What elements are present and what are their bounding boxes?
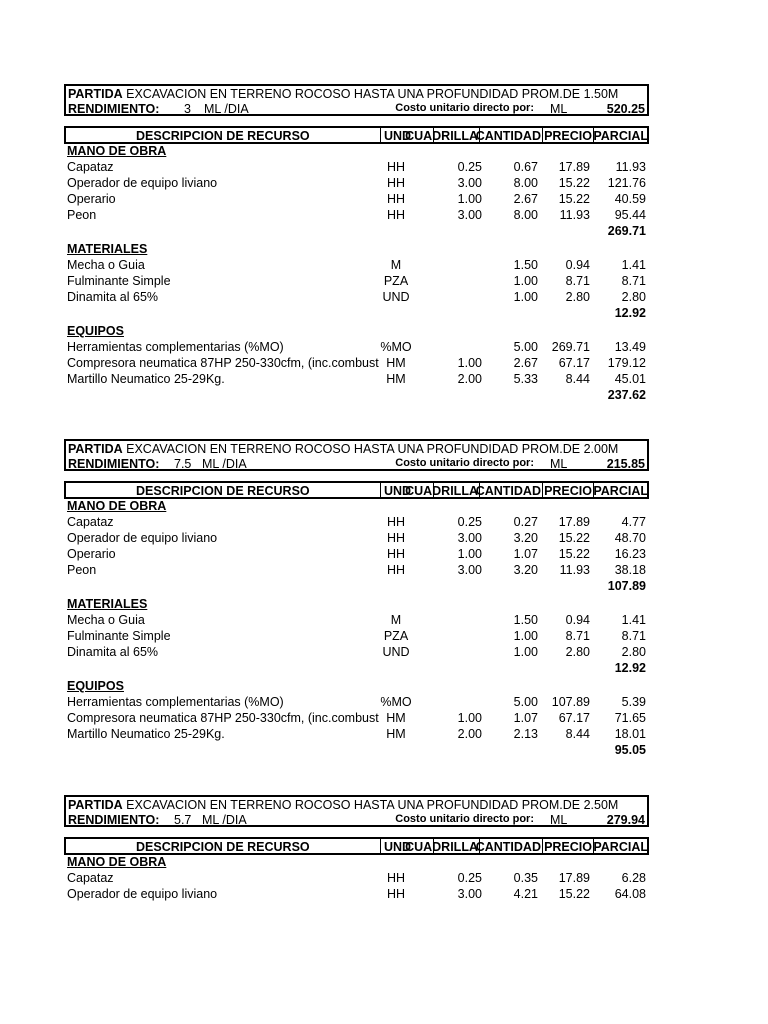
- resource-price: 11.93: [559, 208, 590, 222]
- section-subtotal: 269.71: [607, 224, 646, 238]
- resource-description: Fulminante Simple: [67, 274, 171, 288]
- resource-partial: 64.08: [614, 887, 646, 901]
- resource-partial: 38.18: [614, 563, 646, 577]
- resource-quantity: 8.00: [513, 176, 538, 190]
- resource-description: Peon: [67, 208, 97, 222]
- resource-description: Herramientas complementarias (%MO): [67, 695, 284, 709]
- table-row: [64, 290, 649, 306]
- table-row: [64, 372, 649, 388]
- column-header-und: UND: [384, 129, 412, 143]
- resource-quantity: 1.00: [513, 629, 538, 643]
- table-row: [64, 645, 649, 661]
- resource-unit: UND: [382, 290, 410, 304]
- cost-unit-measure: ML: [550, 813, 568, 827]
- resource-crew: 0.25: [457, 871, 482, 885]
- resource-partial: 48.70: [614, 531, 646, 545]
- resource-quantity: 1.50: [513, 258, 538, 272]
- resource-partial: 95.44: [614, 208, 646, 222]
- resource-quantity: 1.50: [513, 613, 538, 627]
- resource-crew: 1.00: [457, 356, 482, 370]
- resource-crew: 3.00: [457, 887, 482, 901]
- resource-unit: %MO: [380, 340, 412, 354]
- resource-price: 8.44: [565, 372, 590, 386]
- table-row: [64, 340, 649, 356]
- resource-unit: PZA: [383, 274, 409, 288]
- resource-price: 17.89: [558, 515, 590, 529]
- resource-price: 17.89: [558, 871, 590, 885]
- column-header-precio: PRECIO: [544, 840, 592, 854]
- resource-price: 15.22: [558, 887, 590, 901]
- partida-total: 279.94: [606, 813, 645, 827]
- cost-unit-measure: ML: [550, 102, 568, 116]
- resource-description: Martillo Neumatico 25-29Kg.: [67, 372, 225, 386]
- rendimiento-unit: ML /DIA: [202, 813, 247, 827]
- resource-unit: HM: [386, 356, 406, 370]
- table-row: [64, 629, 649, 645]
- column-divider: [380, 839, 381, 853]
- column-header-cantidad: CANTIDAD: [475, 484, 541, 498]
- resource-unit: HH: [386, 208, 406, 222]
- column-header-und: UND: [384, 484, 412, 498]
- resource-price: 15.22: [558, 531, 590, 545]
- resource-crew: 3.00: [457, 563, 482, 577]
- rendimiento-label: RENDIMIENTO:: [68, 102, 160, 116]
- partida-total: 520.25: [606, 102, 645, 116]
- resource-description: Mecha o Guia: [67, 258, 145, 272]
- resource-quantity: 3.20: [513, 531, 538, 545]
- resource-unit: %MO: [380, 695, 412, 709]
- resource-unit: HH: [386, 547, 406, 561]
- resource-price: 2.80: [565, 645, 590, 659]
- cost-unit-measure: ML: [550, 457, 568, 471]
- section-title-materiales: MATERIALES: [67, 597, 148, 611]
- table-row: [64, 563, 649, 579]
- resource-unit: HH: [386, 563, 406, 577]
- resource-description: Compresora neumatica 87HP 250-330cfm, (inc.combust: [67, 356, 379, 370]
- resource-price: 0.94: [565, 613, 590, 627]
- resource-unit: M: [390, 613, 402, 627]
- column-header-cuadrilla: CUADRILLA: [405, 840, 478, 854]
- resource-price: 17.89: [558, 160, 590, 174]
- resource-unit: HM: [386, 711, 406, 725]
- resource-description: Dinamita al 65%: [67, 290, 159, 304]
- resource-description: Compresora neumatica 87HP 250-330cfm, (inc.combust: [67, 711, 379, 725]
- section-subtotal: 12.92: [614, 306, 646, 320]
- resource-unit: UND: [382, 645, 410, 659]
- resource-quantity: 5.33: [513, 372, 538, 386]
- resource-description: Capataz: [67, 515, 114, 529]
- column-header-precio: PRECIO: [544, 484, 592, 498]
- table-header: [64, 481, 649, 499]
- resource-partial: 13.49: [614, 340, 646, 354]
- partida-total: 215.85: [606, 457, 645, 471]
- resource-unit: HH: [386, 871, 406, 885]
- resource-quantity: 1.00: [513, 274, 538, 288]
- resource-unit: HH: [386, 160, 406, 174]
- section-title-equipos: EQUIPOS: [67, 324, 124, 338]
- resource-quantity: 2.67: [513, 356, 538, 370]
- resource-partial: 40.59: [614, 192, 646, 206]
- column-header-cantidad: CANTIDAD: [475, 129, 541, 143]
- resource-unit: HH: [386, 192, 406, 206]
- partida-block: [64, 439, 649, 757]
- resource-crew: 0.25: [457, 515, 482, 529]
- resource-quantity: 1.00: [513, 290, 538, 304]
- partida-label: PARTIDA: [68, 798, 123, 812]
- resource-price: 67.17: [558, 711, 590, 725]
- resource-description: Operario: [67, 192, 116, 206]
- resource-price: 107.89: [551, 695, 590, 709]
- resource-unit: HM: [386, 727, 406, 741]
- resource-crew: 3.00: [457, 531, 482, 545]
- table-row: [64, 160, 649, 176]
- table-row: [64, 871, 649, 887]
- resource-crew: 2.00: [457, 727, 482, 741]
- resource-partial: 11.93: [615, 160, 646, 174]
- table-header: [64, 837, 649, 855]
- resource-description: Operador de equipo liviano: [67, 531, 218, 545]
- resource-partial: 121.76: [607, 176, 646, 190]
- resource-quantity: 1.07: [513, 711, 538, 725]
- section-subtotal: 95.05: [614, 743, 646, 757]
- partida-description: EXCAVACION EN TERRENO ROCOSO HASTA UNA PROFUNDIDAD PROM.DE 2.50M: [122, 798, 619, 812]
- resource-quantity: 3.20: [513, 563, 538, 577]
- resource-crew: 1.00: [457, 547, 482, 561]
- column-header-und: UND: [384, 840, 412, 854]
- column-header-parcial: PARCIAL: [593, 129, 648, 143]
- resource-quantity: 5.00: [513, 695, 538, 709]
- resource-partial: 2.80: [621, 645, 646, 659]
- column-divider: [380, 128, 381, 142]
- resource-description: Operario: [67, 547, 116, 561]
- resource-price: 15.22: [558, 547, 590, 561]
- table-row: [64, 887, 649, 903]
- partida-header: [64, 84, 649, 116]
- resource-partial: 16.23: [614, 547, 646, 561]
- resource-quantity: 0.67: [513, 160, 538, 174]
- rendimiento-value: 5.7: [174, 813, 192, 827]
- rendimiento-label: RENDIMIENTO:: [68, 813, 160, 827]
- partida-header: [64, 795, 649, 827]
- resource-crew: 1.00: [457, 192, 482, 206]
- resource-partial: 4.77: [621, 515, 646, 529]
- resource-partial: 6.28: [621, 871, 646, 885]
- resource-crew: 3.00: [457, 208, 482, 222]
- resource-description: Operador de equipo liviano: [67, 176, 218, 190]
- cost-unit-label: Costo unitario directo por:: [395, 813, 534, 825]
- cost-unit-wrapper: [395, 457, 534, 471]
- section-title-mano-de-obra: MANO DE OBRA: [67, 499, 167, 513]
- rendimiento-value: 7.5: [174, 457, 192, 471]
- column-header-descripcion: DESCRIPCION DE RECURSO: [136, 840, 310, 854]
- table-row: [64, 727, 649, 743]
- partida-line: [68, 798, 618, 812]
- resource-partial: 5.39: [621, 695, 646, 709]
- resource-partial: 1.41: [621, 258, 646, 272]
- column-header-descripcion: DESCRIPCION DE RECURSO: [136, 129, 310, 143]
- resource-crew: 1.00: [457, 711, 482, 725]
- resource-price: 0.94: [565, 258, 590, 272]
- column-header-precio: PRECIO: [544, 129, 592, 143]
- rendimiento-unit: ML /DIA: [202, 457, 247, 471]
- resource-unit: HH: [386, 515, 406, 529]
- table-row: [64, 695, 649, 711]
- partida-block: [64, 795, 649, 901]
- table-row: [64, 258, 649, 274]
- resource-unit: M: [390, 258, 402, 272]
- resource-description: Peon: [67, 563, 97, 577]
- rendimiento-unit: ML /DIA: [204, 102, 249, 116]
- cost-unit-wrapper: [395, 102, 534, 116]
- rendimiento-label: RENDIMIENTO:: [68, 457, 160, 471]
- resource-description: Martillo Neumatico 25-29Kg.: [67, 727, 225, 741]
- rendimiento-line: [68, 102, 647, 116]
- cost-unit-label: Costo unitario directo por:: [395, 457, 534, 469]
- resource-partial: 8.71: [621, 274, 646, 288]
- table-row: [64, 711, 649, 727]
- resource-description: Mecha o Guia: [67, 613, 145, 627]
- table-row: [64, 274, 649, 290]
- resource-crew: 2.00: [457, 372, 482, 386]
- rendimiento-line: [68, 457, 647, 471]
- table-row: [64, 547, 649, 563]
- resource-unit: HH: [386, 531, 406, 545]
- resource-quantity: 0.27: [513, 515, 538, 529]
- table-row: [64, 192, 649, 208]
- resource-description: Capataz: [67, 871, 114, 885]
- section-subtotal: 237.62: [607, 388, 646, 402]
- resource-price: 67.17: [558, 356, 590, 370]
- column-header-descripcion: DESCRIPCION DE RECURSO: [136, 484, 310, 498]
- resource-quantity: 0.35: [513, 871, 538, 885]
- table-row: [64, 208, 649, 224]
- partida-line: [68, 442, 618, 456]
- resource-crew: 0.25: [457, 160, 482, 174]
- resource-quantity: 8.00: [513, 208, 538, 222]
- section-title-mano-de-obra: MANO DE OBRA: [67, 855, 167, 869]
- resource-partial: 8.71: [621, 629, 646, 643]
- resource-quantity: 2.13: [513, 727, 538, 741]
- resource-crew: 3.00: [457, 176, 482, 190]
- resource-price: 2.80: [565, 290, 590, 304]
- resource-price: 8.71: [565, 274, 590, 288]
- resource-unit: HH: [386, 887, 406, 901]
- partida-description: EXCAVACION EN TERRENO ROCOSO HASTA UNA PROFUNDIDAD PROM.DE 2.00M: [122, 442, 619, 456]
- partida-description: EXCAVACION EN TERRENO ROCOSO HASTA UNA PROFUNDIDAD PROM.DE 1.50M: [122, 87, 619, 101]
- resource-price: 11.93: [559, 563, 590, 577]
- column-header-cuadrilla: CUADRILLA: [405, 484, 478, 498]
- rendimiento-value: 3: [184, 102, 191, 116]
- section-subtotal: 107.89: [607, 579, 646, 593]
- section-title-mano-de-obra: MANO DE OBRA: [67, 144, 167, 158]
- resource-description: Fulminante Simple: [67, 629, 171, 643]
- resource-quantity: 1.00: [513, 645, 538, 659]
- resource-partial: 18.01: [614, 727, 646, 741]
- section-subtotal: 12.92: [614, 661, 646, 675]
- resource-price: 8.71: [565, 629, 590, 643]
- resource-price: 15.22: [558, 176, 590, 190]
- resource-partial: 71.65: [614, 711, 646, 725]
- column-header-cantidad: CANTIDAD: [475, 840, 541, 854]
- resource-quantity: 2.67: [513, 192, 538, 206]
- table-row: [64, 531, 649, 547]
- section-title-equipos: EQUIPOS: [67, 679, 124, 693]
- resource-description: Operador de equipo liviano: [67, 887, 218, 901]
- resource-description: Capataz: [67, 160, 114, 174]
- table-row: [64, 356, 649, 372]
- column-divider: [380, 483, 381, 497]
- resource-price: 8.44: [565, 727, 590, 741]
- cost-unit-wrapper: [395, 813, 534, 827]
- column-header-parcial: PARCIAL: [593, 484, 648, 498]
- partida-block: [64, 84, 649, 402]
- partida-line: [68, 87, 618, 101]
- resource-partial: 2.80: [621, 290, 646, 304]
- resource-quantity: 1.07: [513, 547, 538, 561]
- resource-price: 15.22: [558, 192, 590, 206]
- partida-header: [64, 439, 649, 471]
- resource-quantity: 5.00: [513, 340, 538, 354]
- resource-partial: 45.01: [614, 372, 646, 386]
- column-header-parcial: PARCIAL: [593, 840, 648, 854]
- table-row: [64, 176, 649, 192]
- resource-price: 269.71: [551, 340, 590, 354]
- resource-partial: 179.12: [607, 356, 646, 370]
- table-row: [64, 613, 649, 629]
- resource-unit: HM: [386, 372, 406, 386]
- resource-partial: 1.41: [621, 613, 646, 627]
- table-header: [64, 126, 649, 144]
- section-title-materiales: MATERIALES: [67, 242, 148, 256]
- resource-unit: HH: [386, 176, 406, 190]
- table-row: [64, 515, 649, 531]
- partida-label: PARTIDA: [68, 87, 123, 101]
- column-header-cuadrilla: CUADRILLA: [405, 129, 478, 143]
- resource-unit: PZA: [383, 629, 409, 643]
- partida-label: PARTIDA: [68, 442, 123, 456]
- rendimiento-line: [68, 813, 647, 827]
- cost-unit-label: Costo unitario directo por:: [395, 102, 534, 114]
- resource-description: Dinamita al 65%: [67, 645, 159, 659]
- resource-description: Herramientas complementarias (%MO): [67, 340, 284, 354]
- resource-quantity: 4.21: [513, 887, 538, 901]
